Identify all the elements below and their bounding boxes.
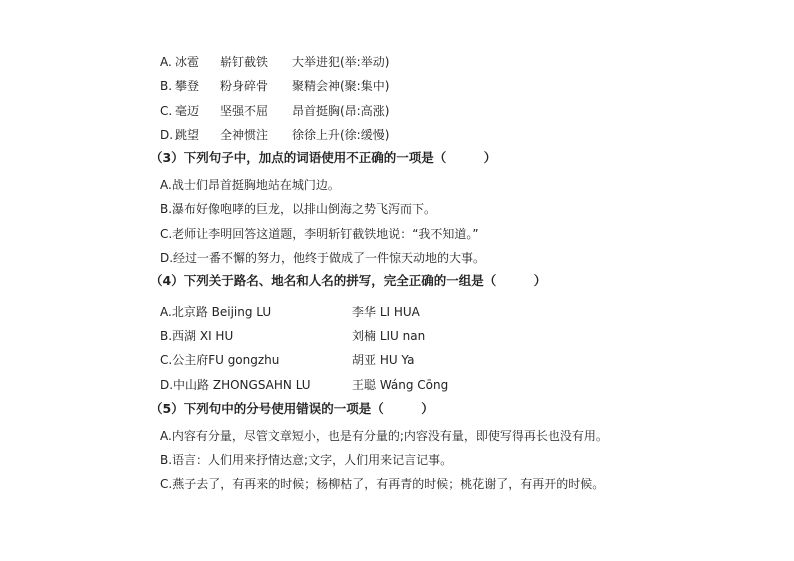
option-letter: D. bbox=[160, 128, 174, 142]
q5-option-a: A.内容有分量，尽管文章短小，也是有分量的;内容没有量，即使写得再长也没有用。 bbox=[160, 429, 608, 443]
word-3: 徐徐上升(徐:缓慢) bbox=[292, 128, 390, 142]
word-2: 崭钉截铁 bbox=[220, 55, 269, 69]
q5-option-b: B.语言：人们用来抒情达意;文字，人们用来记言记事。 bbox=[160, 453, 453, 467]
option-left: D.中山路 ZHONGSAHN LU bbox=[160, 378, 311, 392]
option-right: 王聪 Wáng Cōng bbox=[352, 378, 449, 392]
q3-option-a: A.战士们昂首挺胸地站在城门边。 bbox=[160, 178, 340, 192]
option-letter: B. bbox=[160, 79, 173, 93]
option-letter: C. bbox=[160, 104, 173, 118]
option-right: 李华 LI HUA bbox=[352, 305, 420, 319]
word-1: 跳望 bbox=[175, 128, 200, 142]
question-4-title: （4）下列关于路名、地名和人名的拼写，完全正确的一组是（ ） bbox=[150, 273, 547, 288]
question-5-title: （5）下列句中的分号使用错误的一项是（ ） bbox=[150, 401, 434, 416]
question-3-title: （3）下列句子中，加点的词语使用不正确的一项是（ ） bbox=[150, 150, 497, 165]
word-3: 聚精会神(聚:集中) bbox=[292, 79, 390, 93]
option-right: 刘楠 LIU nan bbox=[352, 329, 426, 343]
q3-option-b: B.瀑布好像咆哮的巨龙，以排山倒海之势飞泻而下。 bbox=[160, 202, 437, 216]
word-2: 粉身碎骨 bbox=[220, 79, 269, 93]
word-3: 大举进犯(举:举动) bbox=[292, 55, 390, 69]
word-1: 冰雹 bbox=[175, 55, 200, 69]
q3-option-d: D.经过一番不懈的努力，他终于做成了一件惊天动地的大事。 bbox=[160, 251, 486, 265]
word-1: 攀登 bbox=[175, 79, 200, 93]
option-left: B.西湖 XI HU bbox=[160, 329, 234, 343]
option-left: A.北京路 Beijing LU bbox=[160, 305, 272, 319]
q3-option-c: C.老师让李明回答这道题，李明斩钉截铁地说：“我不知道。” bbox=[160, 227, 479, 241]
word-2: 全神惯注 bbox=[220, 128, 269, 142]
word-1: 毫迈 bbox=[175, 104, 200, 118]
word-3: 昂首挺胸(昂:高涨) bbox=[292, 104, 390, 118]
option-letter: A. bbox=[160, 55, 172, 69]
option-left: C.公主府FU gongzhu bbox=[160, 353, 280, 367]
q5-option-c: C.燕子去了，有再来的时候；杨柳枯了，有再青的时候；桃花谢了，有再开的时候。 bbox=[160, 477, 605, 491]
word-2: 坚强不屈 bbox=[220, 104, 269, 118]
option-right: 胡亚 HU Ya bbox=[352, 353, 415, 367]
